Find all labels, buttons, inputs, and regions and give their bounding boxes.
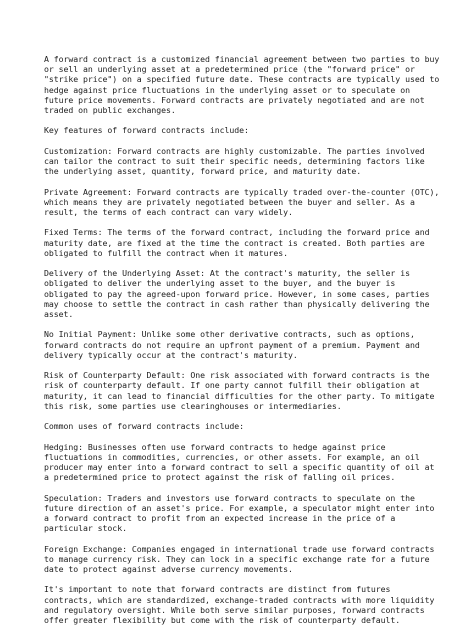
use-hedging: Hedging: Businesses often use forward contracts to hedge against price fluctuations in commodities, currencies, or other assets. For example, an oil producer may enter into a forward contract to sell a specific quantity of oil at a predetermined price to protect against the risk of falling oil prices. <box>44 441 440 483</box>
use-foreign-exchange: Foreign Exchange: Companies engaged in international trade use forward contracts to manage currency risk. They can lock in a specific exchange rate for a future date to protect against adverse currency movements. <box>44 543 440 574</box>
document-body <box>44 54 444 635</box>
use-speculation: Speculation: Traders and investors use forward contracts to speculate on the future direction of an asset's price. For example, a speculator might enter into a forward contract to profit from an expected increase in the price of a particular stock. <box>44 492 440 534</box>
feature-fixed-terms: Fixed Terms: The terms of the forward contract, including the forward price and maturity date, are fixed at the time the contract is created. Both parties are obligated to fulfill the contract when it matures. <box>44 227 435 258</box>
feature-no-initial-payment: No Initial Payment: Unlike some other derivative contracts, such as options, forward contracts do not require an upfront payment of a premium. Payment and delivery typically occur at the contract's maturity. <box>44 329 425 360</box>
feature-delivery: Delivery of the Underlying Asset: At the contract's maturity, the seller is obligated to deliver the underlying asset to the buyer, and the buyer is obligated to pay the agreed-upon forward price. However, in some cases, parties may choose to settle the contract in cash rather than physically delivering the asset. <box>44 268 435 319</box>
intro-paragraph: A forward contract is a customized financial agreement between two parties to buy or sell an underlying asset at a predetermined price (the "forward price" or "strike price") on a specified future date. These contracts are typically used to hedge against price fluctuations in the underlying asset or to speculate on future price movements. Forward contracts are privately negotiated and are not traded on public exchanges. <box>44 54 445 116</box>
common-uses-heading: Common uses of forward contracts include: <box>44 421 245 432</box>
key-features-heading: Key features of forward contracts include: <box>44 125 249 136</box>
feature-private-agreement: Private Agreement: Forward contracts are typically traded over-the-counter (OTC), which means they are privately negotiated between the buyer and seller. As a result, the terms of each contract can vary widely. <box>44 186 445 217</box>
feature-customization: Customization: Forward contracts are highly customizable. The parties involved can tailor the contract to suit their specific needs, determining factors like the underlying asset, quantity, forward price, and maturity date. <box>44 145 430 177</box>
closing-paragraph: It's important to note that forward contracts are distinct from futures contracts, which are standardized, exchange-traded contracts with more liquidity and regulatory oversight. While both serve similar purposes, forward contracts offer greater flexibility but come with the risk of counterparty default. <box>44 584 440 625</box>
feature-counterparty-risk: Risk of Counterparty Default: One risk associated with forward contracts is the risk of counterparty default. If one party cannot fulfill their obligation at maturity, it can lead to financial difficulties for the other party. To mitigate this risk, some parties use clearinghouses or intermediaries. <box>44 370 440 411</box>
